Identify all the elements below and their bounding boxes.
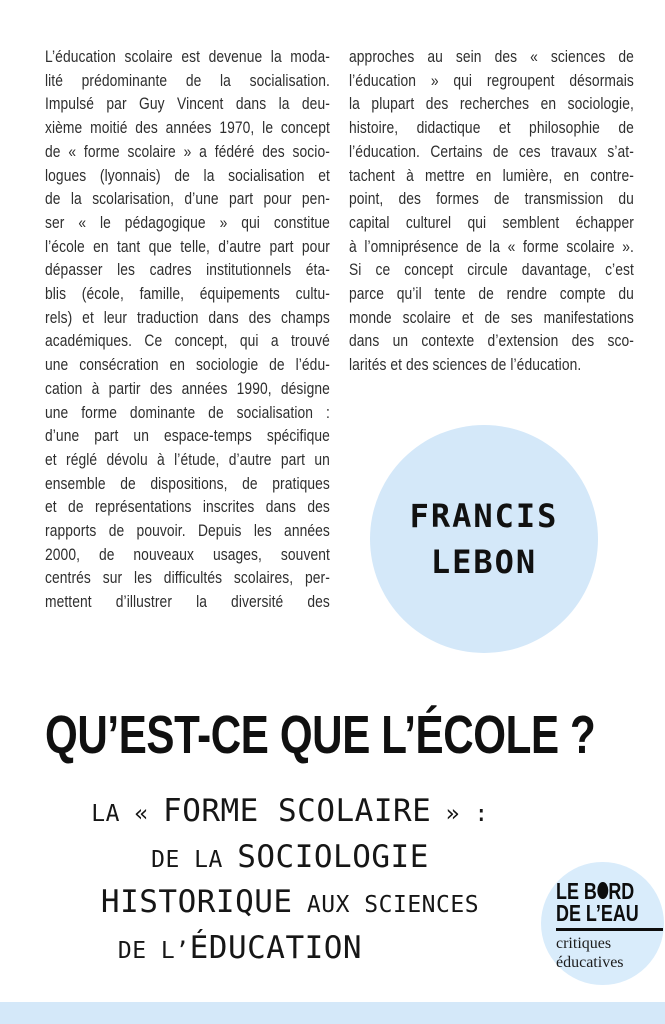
book-title: QU’EST-CE QUE L’ÉCOLE ?: [45, 705, 596, 765]
subtitle-big-text: ÉDUCATION: [189, 929, 363, 966]
text-line: Si ce concept circule davantage, c’est: [349, 261, 634, 280]
text-line: capital culturel qui semblent échapper: [349, 213, 634, 232]
publisher-name-line2: DE L’EAU: [556, 900, 639, 926]
subtitle-big-text: FORME SCOLAIRE: [163, 793, 432, 829]
text-line: l’éducation. Certains de ces travaux s’at-: [349, 142, 634, 161]
subtitle-line-2: [45, 837, 535, 883]
publisher-name: [556, 880, 665, 924]
text-line: parce qu’il tente de rendre compte du: [349, 285, 634, 304]
text-line: Impulsé par Guy Vincent dans la deu-: [45, 95, 330, 114]
text-line: xième moitié des années 1970, le concept: [45, 119, 330, 138]
text-line: dans un contexte d’extension des sco-: [349, 332, 634, 351]
text-line: de « forme scolaire » a fédéré des socio-: [45, 142, 330, 161]
text-line: ensemble de dispositions, de pratiques: [45, 474, 330, 493]
text-line: centrés sur les difficultés scolaires, per-: [45, 569, 330, 588]
text-line: ser « le pédagogique » qui constitue: [45, 213, 330, 232]
text-line: académiques. Ce concept, qui a trouvé: [45, 332, 330, 351]
text-line: à l’omniprésence de la « forme scolaire ».: [349, 237, 634, 256]
subtitle-big-text: SOCIOLOGIE: [237, 838, 429, 875]
bottom-accent-bar: [0, 1002, 665, 1024]
subtitle-line-3: [45, 882, 535, 928]
filled-o-glyph: [597, 882, 608, 899]
text-line: de la scolarisation, d’une part pour pen-: [45, 190, 330, 209]
subtitle-small-text: » :: [431, 801, 489, 827]
text-line: L’éducation scolaire est devenue la moda-: [45, 48, 330, 66]
back-text-left-column: [45, 46, 330, 615]
text-line: monde scolaire et de ses manifestations: [349, 308, 634, 327]
text-line: une consécration en sociologie de l’édu-: [45, 356, 330, 375]
author-last-name: LEBON: [430, 543, 538, 581]
text-line: la plupart des recherches en sociologie,: [349, 95, 634, 114]
subtitle-small-text: DE LA: [151, 846, 238, 873]
text-line: point, des formes de transmission du: [349, 190, 634, 209]
text-line: l’école en tant que telle, d’autre part pour: [45, 237, 330, 256]
text-line: dépasser les cadres institutionnels éta-: [45, 261, 330, 280]
book-subtitle: [45, 791, 535, 973]
author-first-name: FRANCIS: [409, 497, 559, 535]
subtitle-line-1: [45, 791, 535, 837]
publisher-name-line1: [556, 880, 665, 902]
subtitle-small-text: AUX SCIENCES: [292, 892, 480, 918]
text-line: l’éducation » qui regroupent désormais: [349, 71, 634, 90]
subtitle-line-4: [0, 928, 485, 974]
text-line: et réglé dévolu à l’étude, d’autre part un: [45, 450, 330, 469]
text-line: histoire, didactique et philosophie de: [349, 119, 634, 138]
text-line: approches au sein des « sciences de: [349, 48, 634, 66]
author-circle: [370, 425, 598, 653]
text-line: une forme dominante de socialisation :: [45, 403, 330, 422]
publisher-tagline-line2: éducatives: [556, 953, 624, 971]
text-line: d’une part un espace-temps spécifique: [45, 427, 330, 446]
publisher-divider-rule: [556, 928, 663, 931]
text-line: et de représentations inscrites dans des: [45, 498, 330, 517]
text-line: rels) et leur traduction dans des champs: [45, 308, 330, 327]
subtitle-big-text: HISTORIQUE: [100, 884, 293, 920]
subtitle-small-text: LA «: [91, 801, 164, 827]
text-line: tachent à mettre en lumière, en contre-: [349, 166, 634, 185]
text-line: mettent d’illustrer la diversité des: [45, 593, 330, 612]
subtitle-small-text: DE L’: [117, 937, 190, 964]
back-text-right-column: [349, 46, 634, 378]
text-line: lité prédominante de la socialisation.: [45, 71, 330, 90]
text-line: rapports de pouvoir. Depuis les années: [45, 522, 330, 541]
text-line: logues (lyonnais) de la socialisation et: [45, 166, 330, 185]
text-line: cation à partir des années 1990, désigne: [45, 379, 330, 398]
publisher-tagline: [556, 935, 624, 972]
text-line: blis (école, famille, équipements cultu-: [45, 285, 330, 304]
publisher-tagline-line1: critiques: [556, 935, 612, 952]
text-line: 2000, de nouveaux usages, souvent: [45, 545, 330, 564]
publisher-name-text: RD: [608, 878, 635, 904]
publisher-name-text: LE B: [556, 878, 597, 904]
text-line: larités et des sciences de l’éducation.: [349, 356, 582, 375]
